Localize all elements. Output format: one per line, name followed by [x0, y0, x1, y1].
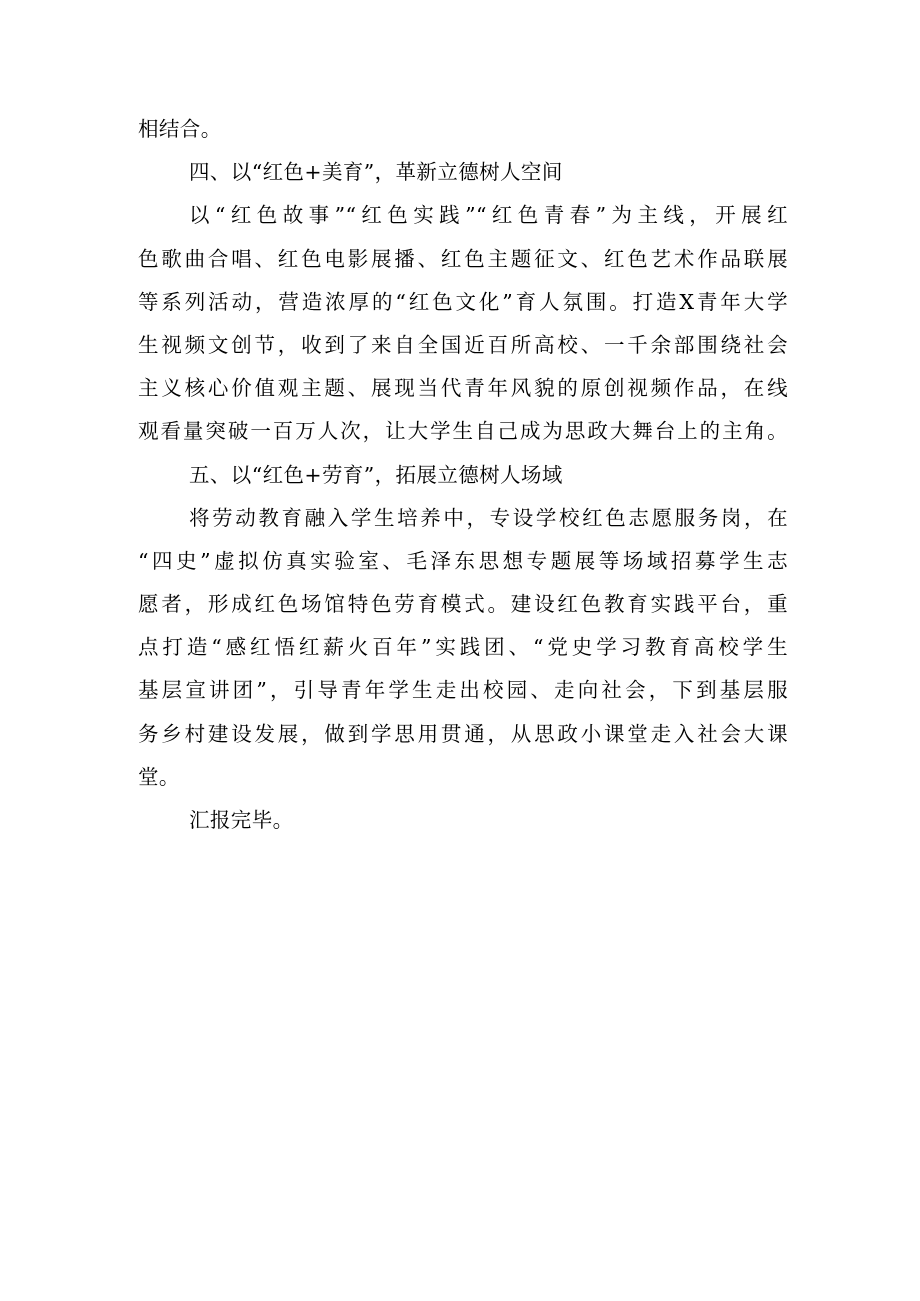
- text-line: 观看量突破一百万人次，让大学生自己成为思政大舞台上的主角。: [138, 419, 788, 444]
- section-heading-5: 五、以“红色+劳育”，拓展立德树人场域: [189, 462, 563, 487]
- text-line: 生视频文创节，收到了来自全国近百所高校、一千余部围绕社会: [138, 332, 788, 357]
- section-heading-4: 四、以“红色+美育”，革新立德树人空间: [189, 160, 563, 185]
- text-line: 堂。: [138, 764, 180, 789]
- text-line: “四史”虚拟仿真实验室、毛泽东思想专题展等场域招募学生志: [138, 548, 788, 573]
- text-line: 主义核心价值观主题、展现当代青年风貌的原创视频作品，在线: [138, 376, 788, 401]
- text-line: 务乡村建设发展，做到学思用贯通，从思政小课堂走入社会大课: [138, 721, 788, 746]
- text-line: 将劳动教育融入学生培养中，专设学校红色志愿服务岗，在: [189, 505, 788, 530]
- text-line: 相结合。: [138, 117, 222, 141]
- text-line: 基层宣讲团”，引导青年学生走出校园、走向社会，下到基层服: [138, 678, 788, 703]
- text-line: 以“红色故事”“红色实践”“红色青春”为主线，开展红: [189, 203, 788, 228]
- text-line: 愿者，形成红色场馆特色劳育模式。建设红色教育实践平台，重: [138, 592, 788, 617]
- closing-line: 汇报完毕。: [189, 808, 294, 832]
- text-line: 点打造“感红悟红薪火百年”实践团、“党史学习教育高校学生: [138, 635, 788, 660]
- text-line: 等系列活动，营造浓厚的“红色文化”育人氛围。打造X青年大学: [138, 289, 788, 314]
- document-body: [138, 108, 788, 842]
- text-line: 色歌曲合唱、红色电影展播、红色主题征文、红色艺术作品联展: [138, 246, 788, 271]
